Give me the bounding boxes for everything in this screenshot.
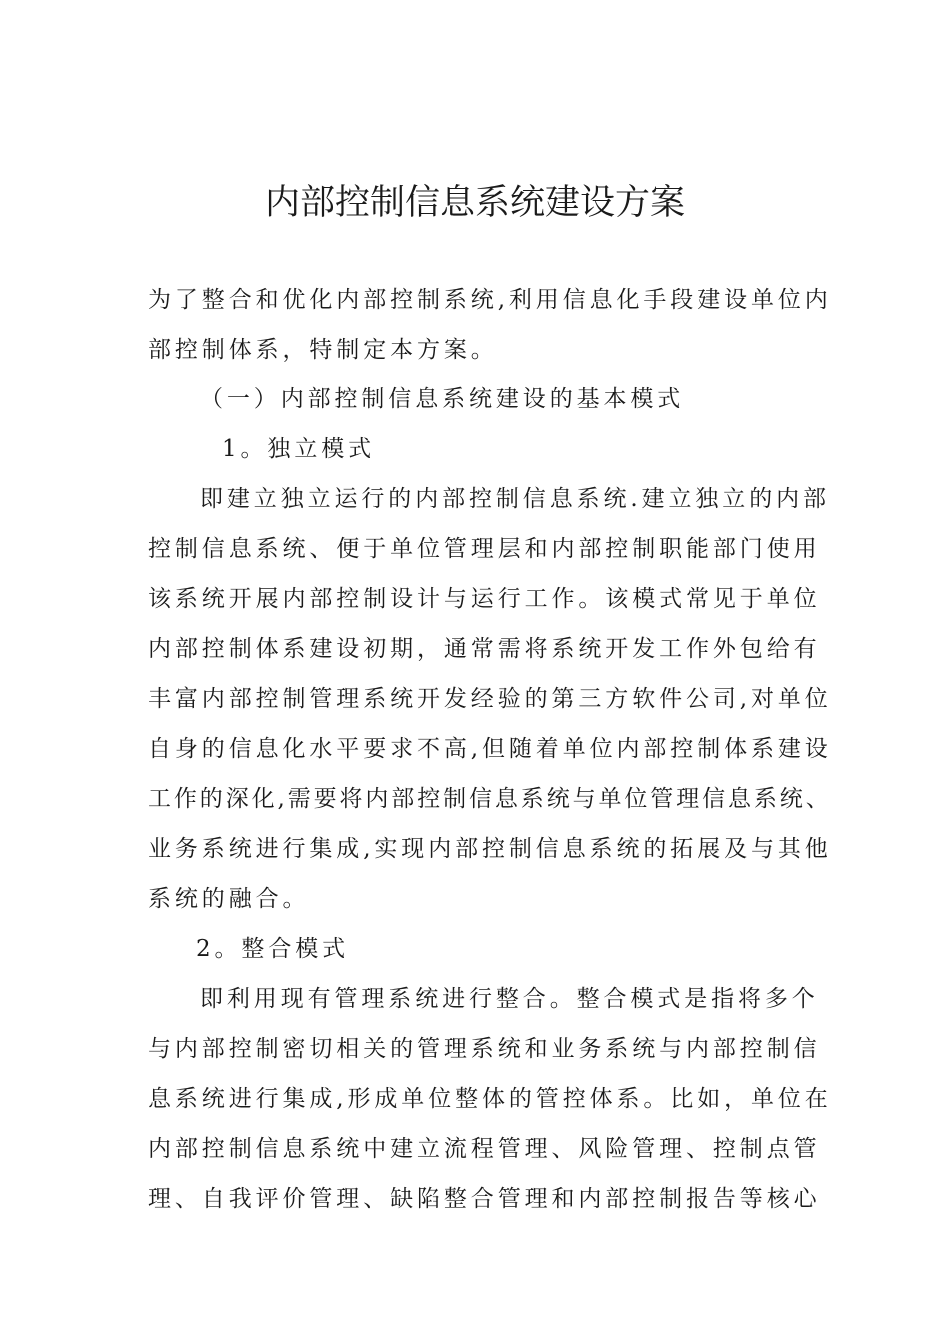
- mode2-heading: 2。整合模式: [196, 936, 350, 962]
- mode1-line-9: 系统的融合。: [148, 886, 310, 912]
- mode1-line-7: 工作的深化,需要将内部控制信息系统与单位管理信息系统、: [148, 786, 832, 812]
- mode1-line-6: 自身的信息化水平要求不高,但随着单位内部控制体系建设: [148, 736, 832, 762]
- intro-line-1: 为了整合和优化内部控制系统,利用信息化手段建设单位内: [148, 287, 832, 313]
- mode1-line-2: 控制信息系统、便于单位管理层和内部控制职能部门使用: [148, 536, 821, 562]
- mode1-line-4: 内部控制体系建设初期，通常需将系统开发工作外包给有: [148, 636, 821, 662]
- mode1-line-1: 即建立独立运行的内部控制信息系统.建立独立的内部: [200, 486, 830, 512]
- mode1-line-8: 业务系统进行集成,实现内部控制信息系统的拓展及与其他: [148, 836, 832, 862]
- intro-line-2: 部控制体系，特制定本方案。: [148, 337, 498, 363]
- mode2-line-4: 内部控制信息系统中建立流程管理、风险管理、控制点管: [148, 1136, 821, 1162]
- mode1-line-5: 丰富内部控制管理系统开发经验的第三方软件公司,对单位: [148, 686, 832, 712]
- mode2-line-2: 与内部控制密切相关的管理系统和业务系统与内部控制信: [148, 1036, 821, 1062]
- mode2-line-3: 息系统进行集成,形成单位整体的管控体系。比如，单位在: [148, 1086, 832, 1112]
- document-title: 内部控制信息系统建设方案: [264, 183, 685, 223]
- mode2-line-5: 理、自我评价管理、缺陷整合管理和内部控制报告等核心: [148, 1186, 821, 1212]
- mode2-line-1: 即利用现有管理系统进行整合。整合模式是指将多个: [200, 986, 819, 1012]
- mode1-line-3: 该系统开展内部控制设计与运行工作。该模式常见于单位: [148, 586, 821, 612]
- section-heading: （一）内部控制信息系统建设的基本模式: [200, 386, 685, 412]
- mode1-heading: 1。独立模式: [222, 436, 376, 462]
